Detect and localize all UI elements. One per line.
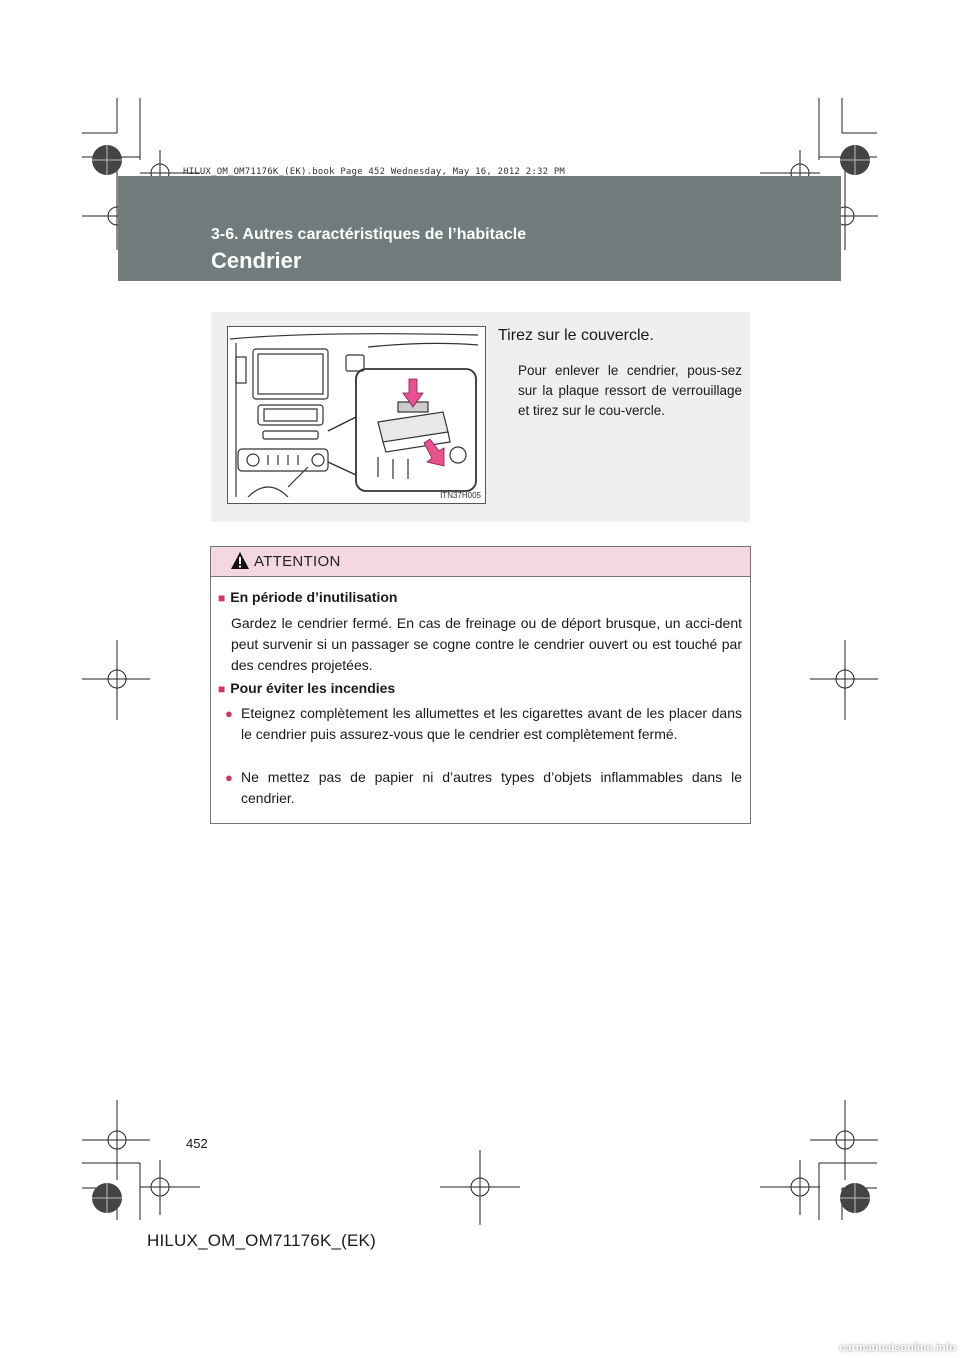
- warning-bullet-1: ● Eteignez complètement les allumettes et les cigarettes avant de les placer dans le cendrier puis assurez-vous que le cendrier est complètement fermé.: [225, 705, 742, 742]
- page-number: 452: [186, 1136, 208, 1151]
- warning-heading-fire: ■ Pour éviter les incendies: [218, 680, 396, 696]
- figure-code: ITN37H005: [440, 491, 481, 500]
- warning-label: ATTENTION: [254, 553, 341, 570]
- round-bullet-icon: ●: [225, 706, 233, 721]
- dashboard-illustration: [228, 327, 485, 503]
- warning-text-unused: Gardez le cendrier fermé. En cas de freinage ou de déport brusque, un acci-dent peut survenir si un passager se cogne contre le cendrier ouvert ou est touché par des cendres projetées.: [231, 615, 742, 673]
- page-title: Cendrier: [211, 248, 302, 273]
- warning-bullet-2: ● Ne mettez pas de papier ni d’autres types d’objets inflammables dans le cendrier.: [225, 769, 742, 806]
- instruction-detail: Pour enlever le cendrier, pous-sez sur la plaque ressort de verrouillage et tirez sur le cou-vercle.: [518, 363, 742, 418]
- section-heading: 3-6. Autres caractéristiques de l’habitacle: [211, 226, 527, 243]
- ashtray-illustration: [227, 326, 486, 504]
- site-watermark: carmanualsonline.info: [839, 1342, 956, 1354]
- square-bullet-icon: ■: [218, 591, 226, 605]
- document-code: HILUX_OM_OM71176K_(EK): [147, 1231, 376, 1250]
- print-info-line: HILUX_OM_OM71176K_(EK).book Page 452 Wednesday, May 16, 2012 2:32 PM: [183, 167, 566, 177]
- warning-triangle-icon: [230, 551, 250, 570]
- round-bullet-icon: ●: [225, 770, 233, 785]
- warning-heading-unused: ■ En période d’inutilisation: [218, 589, 398, 605]
- instruction-lead: Tirez sur le couvercle.: [498, 327, 654, 344]
- warning-header: [211, 547, 750, 577]
- square-bullet-icon: ■: [218, 682, 226, 696]
- warning-box: [210, 546, 751, 824]
